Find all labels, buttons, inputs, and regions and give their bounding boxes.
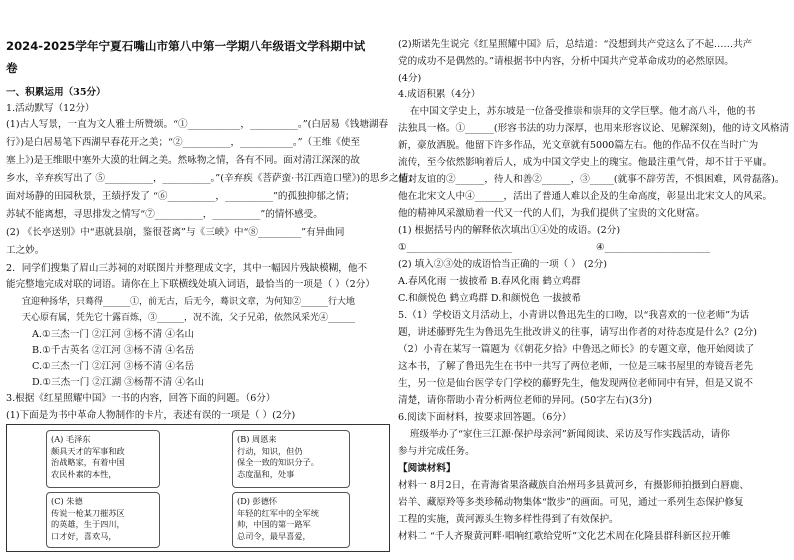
card-line: 态度温和，处事 <box>237 468 295 479</box>
option-b: B.①千古英名 ②江河 ③杨不清 ④名岳 <box>32 345 195 356</box>
option-c: C.①三杰一门 ②江河 ③杨不清 ④名岳 <box>32 361 195 372</box>
question-4-paragraph: 流传，至今依然影响着后人，成为中国文学史上的瑰宝。他最注重气骨，却不甘于平庸。 <box>398 157 773 168</box>
couplet-line: 宜迎种扬华，只蓦得______①，前无古，后无今，蓦识文章，为何知②______行大地 <box>22 297 356 307</box>
question-3-heading: 3.根据《红星照耀中国》一书的内容，回答下面的问题。（6分） <box>6 393 276 404</box>
option-d: D.①三杰一门 ②江湖 ③杨帮不清 ④名山 <box>32 377 205 388</box>
question-5-line: 这本书，了解了鲁迅先生在书中一共写了两位老师，一位是三味书屋里的寿镜吾老先 <box>398 361 753 372</box>
card-line: 颇具天才的军事和政 <box>51 445 125 456</box>
question-1-line: 塞上》)是王维眼中塞外大漠的壮阔之美。然咏物之情，各有不同。面对清江深深的故 <box>6 155 360 166</box>
question-4-2: (2) 填入②③处的成语恰当正确的一项（ ） (2分) <box>398 259 608 270</box>
question-5-line: 生，另一位是仙台医学专门学校的藤野先生，他发现两位老师同中有异，但是又说不 <box>398 378 753 389</box>
card-d <box>232 492 350 548</box>
card-line: 口才好，喜欢马， <box>51 530 117 541</box>
question-4-paragraph: 他在北宋文人中④______，活出了普通人难以企及的生命高度，彰显出北宋文人的风采。 <box>398 191 773 202</box>
question-1-line: (2) 《长亭送别》中“惠就县崩，鉴很苍离”与《三峡》中“⑧_________”有异曲同 <box>6 227 345 238</box>
question-4-heading: 4.成语积累（4分） <box>398 89 481 100</box>
card-c <box>46 492 160 548</box>
card-line: 的英雄，生于四川， <box>51 519 125 529</box>
card-line: (B) 周恩来 <box>237 434 277 444</box>
option-a: A.①三杰一门 ②江河 ③杨不清 ④名山 <box>32 329 195 340</box>
question-1-line: 工之妙。 <box>6 245 45 256</box>
question-4-paragraph: 法独具一格。①______(形容书法的功力深厚，也用来形容议论、见解深刻)，他的诗文风格清 <box>398 123 790 134</box>
question-6-heading: 6.阅读下面材料，按要求回答题。（6分） <box>398 412 572 423</box>
material-line: 材料一 8月2日，在青海省果洛藏族自治州玛多县黄河乡，有摄影师拍摄到白唇鹿、 <box>398 480 750 491</box>
couplet-line: 天心原有属，凭先它十露百炼，③______，况不流，父子兄弟，依然风采光④______ <box>22 313 356 323</box>
material-line: 工程的实施，黄河源头生物多样性得到了有效保护。 <box>398 514 619 525</box>
question-3-2-line: (2)斯诺先生说完《红星照耀中国》后，总结道：“没想到共产党这么了不起……共产 <box>398 39 753 50</box>
card-line: (D) 彭德怀 <box>237 496 278 506</box>
question-4-options: C.和颜悦色 鹤立鸡群 D.和颜悦色 一拔披希 <box>398 293 582 304</box>
card-line: 帅，中国的第一路军 <box>237 519 311 529</box>
card-line: 治战略家，有着中国 <box>51 457 125 467</box>
question-1-line: (1)古人写景，一直为文人雅士所赞颂。“①___________，__________。”(白居易《钱塘湖春 <box>6 119 389 130</box>
exam-title-continued: 卷 <box>6 61 18 75</box>
card-line: 农民朴素的本性， <box>51 468 117 479</box>
question-5-line: 5.（1）学校语文月活动上，小青讲以鲁迅先生的口吻，以“我喜欢的一位老师”为话 <box>398 310 750 321</box>
reading-material-heading: 【阅读材料】 <box>398 463 456 474</box>
card-line: (C) 朱德 <box>51 496 83 506</box>
answer-blank-1[interactable]: ①______________________ <box>398 242 513 253</box>
question-4-paragraph: 他的精神风采激励着一代又一代的人们，为我们提供了宝贵的文化财富。 <box>398 208 705 219</box>
material-line: 材料二 “千人齐聚黄河畔·唱响红歌给党听”文化艺术周在化隆县群科新区拉开帷 <box>398 531 731 542</box>
card-a <box>46 430 160 488</box>
question-1-line: 行》)是白居易笔下西湖早春花开之美；“②__________，___________。”（王维《使至 <box>6 137 361 148</box>
question-2-line: 2．同学们搜集了眉山三苏祠的对联图片并整理成文字，其中一幅因片残缺模糊，他不 <box>6 263 368 274</box>
exam-title: 2024-2025学年宁夏石嘴山市第八中第一学期八年级语文学科期中试 <box>6 39 366 53</box>
card-line: 行动，知识，但仍 <box>237 445 303 456</box>
question-5-line: 清楚，请你帮助小青分析两位老师的异同。(50字左右)(3分) <box>398 395 652 406</box>
question-3-sub: (1)下面是为书中革命人物制作的卡片，表述有误的一项是（ ）(2分) <box>6 410 296 421</box>
question-4-paragraph: 在中国文学史上，苏东坡是一位备受推崇和崇拜的文学巨擘。他才高八斗，他的书 <box>410 106 756 117</box>
section-heading: 一、积累运用（35分） <box>6 87 106 98</box>
card-line: 年轻的红军中的全军统 <box>237 507 319 518</box>
question-1-line: 面对场静的田园秋景，王绩抒发了 “⑥__________，__________”的孤独抑郁之情； <box>6 191 355 202</box>
question-5-line: 题，讲述藤野先生为鲁迅先生批改讲义的往事，请写出作者的对待态度是什么？(2分) <box>398 327 757 338</box>
card-line: 总司令，最早喜爱， <box>237 530 311 541</box>
card-line: 保全一致的知识分子。 <box>237 457 319 467</box>
question-1-line: 乡水，辛弃疾写出了 ⑤__________，__________。”(辛弃疾《菩萨蛮·书江西造口壁》)的思乡之情； <box>6 173 418 184</box>
answer-blank-4[interactable]: ④______________________ <box>596 242 711 253</box>
question-4-paragraph: 他对友谊的②______，待人和善②______，③_____(就事不辞劳苦，不惧困难，风骨磊落)。 <box>398 174 785 185</box>
card-b <box>232 430 350 488</box>
question-1-line: 苏轼不能离想，寻思排发之情写“⑦__________，__________”的情怀感受。 <box>6 209 323 220</box>
question-6-line: 参与并完成任务。 <box>398 446 475 457</box>
question-5-line: （2）小青在某写一篇题为《《朝花夕拾》中鲁迅之师长》的专题文章，他开始阅读了 <box>398 344 755 355</box>
question-3-2-line: 党的成功不是偶然的。”请根据书中内容，分析中国共产党革命成功的必然原因。 <box>398 56 734 67</box>
question-4-1: (1) 根据括号内的解释依次填出①④处的成语。(2分) <box>398 225 621 236</box>
question-4-options: A.春风化雨 一拔披希 B.春风化雨 鹤立鸡群 <box>398 276 581 287</box>
material-line: 岩羊、藏原羚等多类珍稀动物集体“散步”的画面。可见，通过一系列生态保护修复 <box>398 497 744 508</box>
card-line: 传说一枪某刀摧苏区 <box>51 507 125 518</box>
question-3-2-line: (4分) <box>398 73 422 84</box>
card-line: (A) 毛泽东 <box>51 434 91 444</box>
question-4-paragraph: 新，豪放洒脱。他留下许多作品，光文章就有5000篇左右。他的作品不仅在当时广为 <box>398 140 759 151</box>
question-1-heading: 1.活动默写（12分） <box>6 103 95 114</box>
question-2-line: 能完整地完成对联的词语。请你在上下联横线处填入词语，最恰当的一项是（ ）（2分） <box>6 279 375 290</box>
question-6-line: 班级举办了“家住三江源·保护母亲河”新闻阅读、采访及写作实践活动，请你 <box>410 429 730 440</box>
